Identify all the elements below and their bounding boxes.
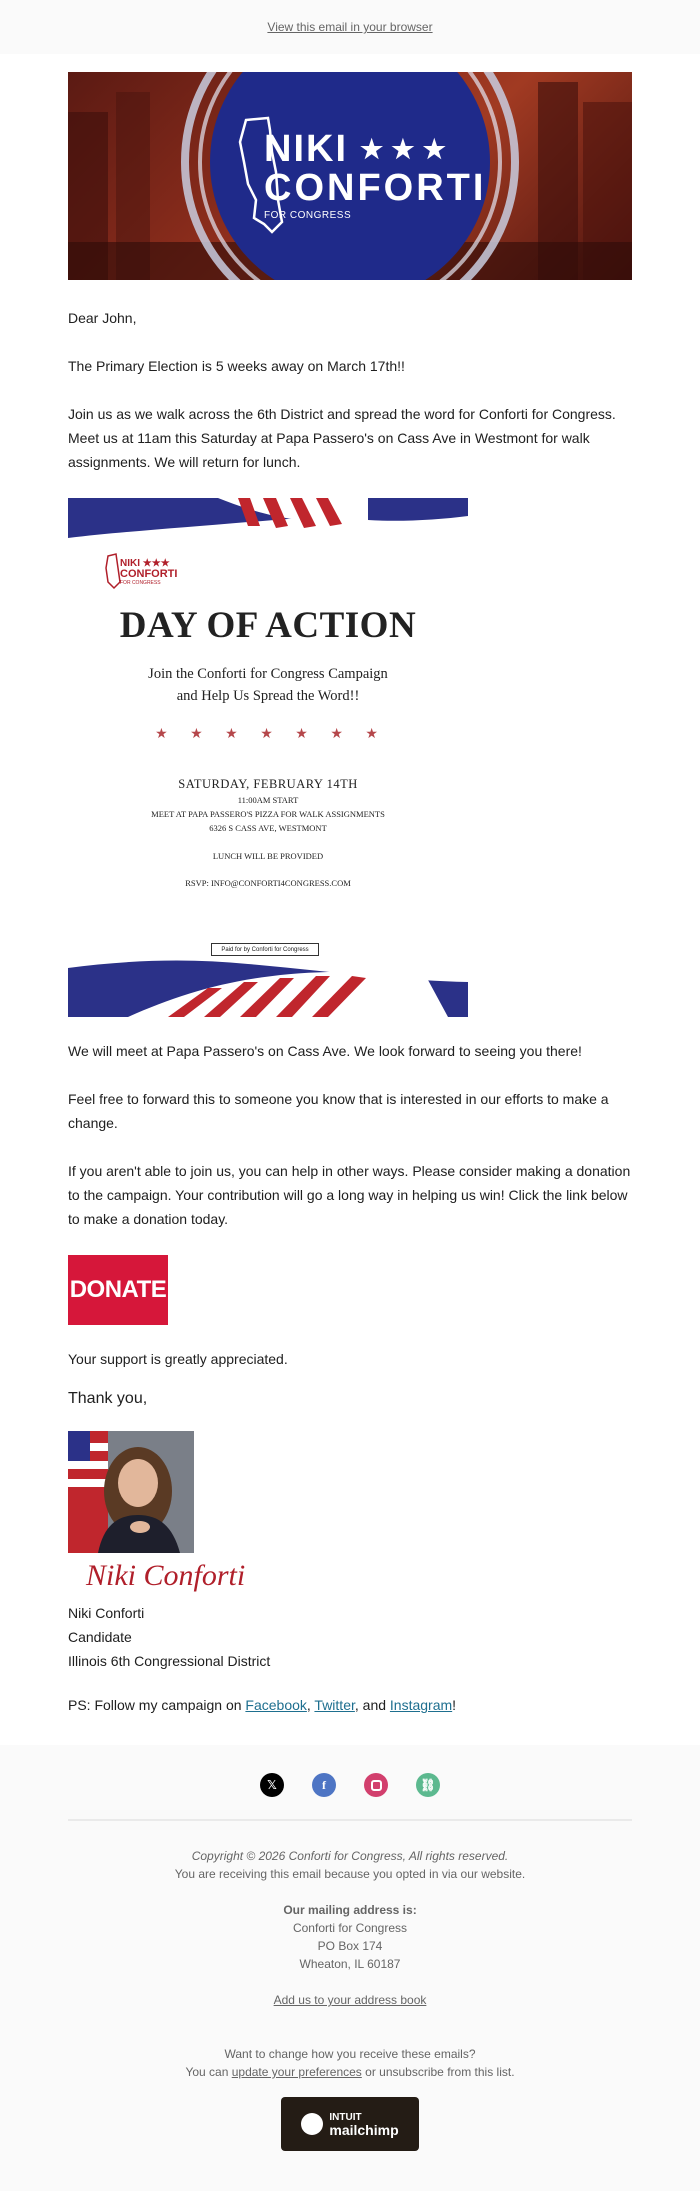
candidate-portrait (68, 1431, 194, 1553)
donate-button[interactable]: DONATE (68, 1255, 168, 1325)
paragraph-meet-location: We will meet at Papa Passero's on Cass Ave. We look forward to seeing you there! (68, 1043, 582, 1059)
update-preferences-link[interactable]: update your preferences (231, 2065, 362, 2079)
flyer-title: DAY OF ACTION (119, 605, 417, 646)
badge-mailchimp: mailchimp (329, 2122, 399, 2138)
ps-twitter-link[interactable]: Twitter (314, 1697, 355, 1713)
paragraph-support: Your support is greatly appreciated. (68, 1351, 288, 1367)
change-preferences-line (68, 2063, 632, 2081)
signer-title: Candidate (68, 1629, 132, 1645)
mailchimp-badge[interactable] (281, 2097, 419, 2151)
hero-stars: ★★★ (360, 133, 454, 164)
day-of-action-flyer (68, 498, 468, 1017)
facebook-icon[interactable]: f (312, 1773, 336, 1797)
flyer-rsvp: RSVP: INFO@CONFORTI4CONGRESS.COM (185, 878, 351, 888)
flyer-stars: ★ ★ ★ ★ ★ ★ ★ (155, 727, 381, 742)
flyer-subtitle-line1: Join the Conforti for Congress Campaign (148, 666, 388, 682)
optin-notice: You are receiving this email because you opted in via our website. (174, 1867, 526, 1881)
paragraph-join-us: Join us as we walk across the 6th District and spread the word for Conforti for Congress. Meet us at 11am this Saturday at Papa Passero's on Cass Ave in Westmont for walk assignments. We will return for lunch. (68, 406, 616, 470)
footer-divider (68, 1819, 632, 1821)
email-footer (0, 1745, 700, 2191)
hero-logo (264, 130, 486, 221)
address-line3: Wheaton, IL 60187 (299, 1957, 401, 1971)
greeting: Dear John, (68, 310, 137, 326)
flyer-logo-line1: NIKI ★★★ (120, 558, 170, 569)
flyer-lunch: LUNCH WILL BE PROVIDED (212, 851, 324, 861)
address-line2: PO Box 174 (317, 1939, 383, 1953)
ps-prefix: PS: Follow my campaign on (68, 1697, 246, 1713)
flyer-paid-for: Paid for by Conforti for Congress (221, 946, 309, 953)
candidate-signature: Niki Conforti (86, 1559, 246, 1592)
social-links (68, 1773, 632, 1797)
view-in-browser-link[interactable]: View this email in your browser (267, 20, 433, 34)
preheader (0, 0, 700, 54)
x-icon[interactable]: 𝕏 (260, 1773, 284, 1797)
add-address-book-link[interactable]: Add us to your address book (273, 1993, 427, 2007)
flyer-logo (120, 558, 177, 587)
address-line1: Conforti for Congress (292, 1921, 408, 1935)
mailchimp-logo-icon (301, 2113, 323, 2135)
flyer-date: SATURDAY, FEBRUARY 14TH (178, 777, 358, 791)
ps-end: ! (452, 1697, 457, 1713)
badge-intuit: INTUIT (329, 2112, 362, 2123)
link-icon[interactable]: ⛓ (416, 1773, 440, 1797)
mailing-address-heading: Our mailing address is: (283, 1903, 417, 1917)
hero-name-line1: NIKI (264, 128, 348, 170)
change-prefix: You can (185, 2065, 232, 2079)
hero-tagline: FOR CONGRESS (264, 210, 352, 221)
ps-sep1: , (306, 1697, 315, 1713)
ps-instagram-link[interactable]: Instagram (389, 1697, 453, 1713)
portrait-image (68, 1431, 194, 1553)
paragraph-donation-ask: If you aren't able to join us, you can help in other ways. Please consider making a donation to the campaign. Your contribution will go a long way in helping us win! Click the link below to make a donation today. (68, 1163, 631, 1227)
ps-facebook-link[interactable]: Facebook (245, 1697, 307, 1713)
flyer-logo-line3: FOR CONGRESS (120, 580, 161, 586)
paragraph-primary-date: The Primary Election is 5 weeks away on March 17th!! (68, 358, 405, 374)
ps-line (68, 1693, 632, 1717)
change-preferences-question: Want to change how you receive these emails? (224, 2047, 476, 2061)
flyer-paid-for-box (211, 943, 319, 956)
paragraph-forward: Feel free to forward this to someone you know that is interested in our efforts to make a change. (68, 1091, 609, 1131)
change-suffix: or unsubscribe from this list. (361, 2065, 515, 2079)
instagram-icon[interactable] (364, 1773, 388, 1797)
flyer-meet: MEET AT PAPA PASSERO'S PIZZA FOR WALK ASSIGNMENTS (151, 809, 385, 819)
hero-banner (68, 72, 632, 280)
flyer-subtitle-line2: and Help Us Spread the Word!! (176, 688, 360, 704)
email-content (0, 54, 700, 1717)
signer-name: Niki Conforti (68, 1605, 145, 1621)
copyright: Copyright © 2026 Conforti for Congress, All rights reserved. (191, 1849, 509, 1863)
flyer-logo-line2: CONFORTI (120, 568, 178, 580)
ps-sep2: , and (354, 1697, 390, 1713)
hero-name-line2: CONFORTI (264, 167, 487, 209)
thank-you: Thank you, (68, 1390, 148, 1407)
flyer-time: 11:00AM START (237, 795, 299, 805)
signer-district: Illinois 6th Congressional District (68, 1653, 271, 1669)
footer-text (68, 1847, 632, 2151)
flyer-address: 6326 S CASS AVE, WESTMONT (209, 823, 327, 833)
